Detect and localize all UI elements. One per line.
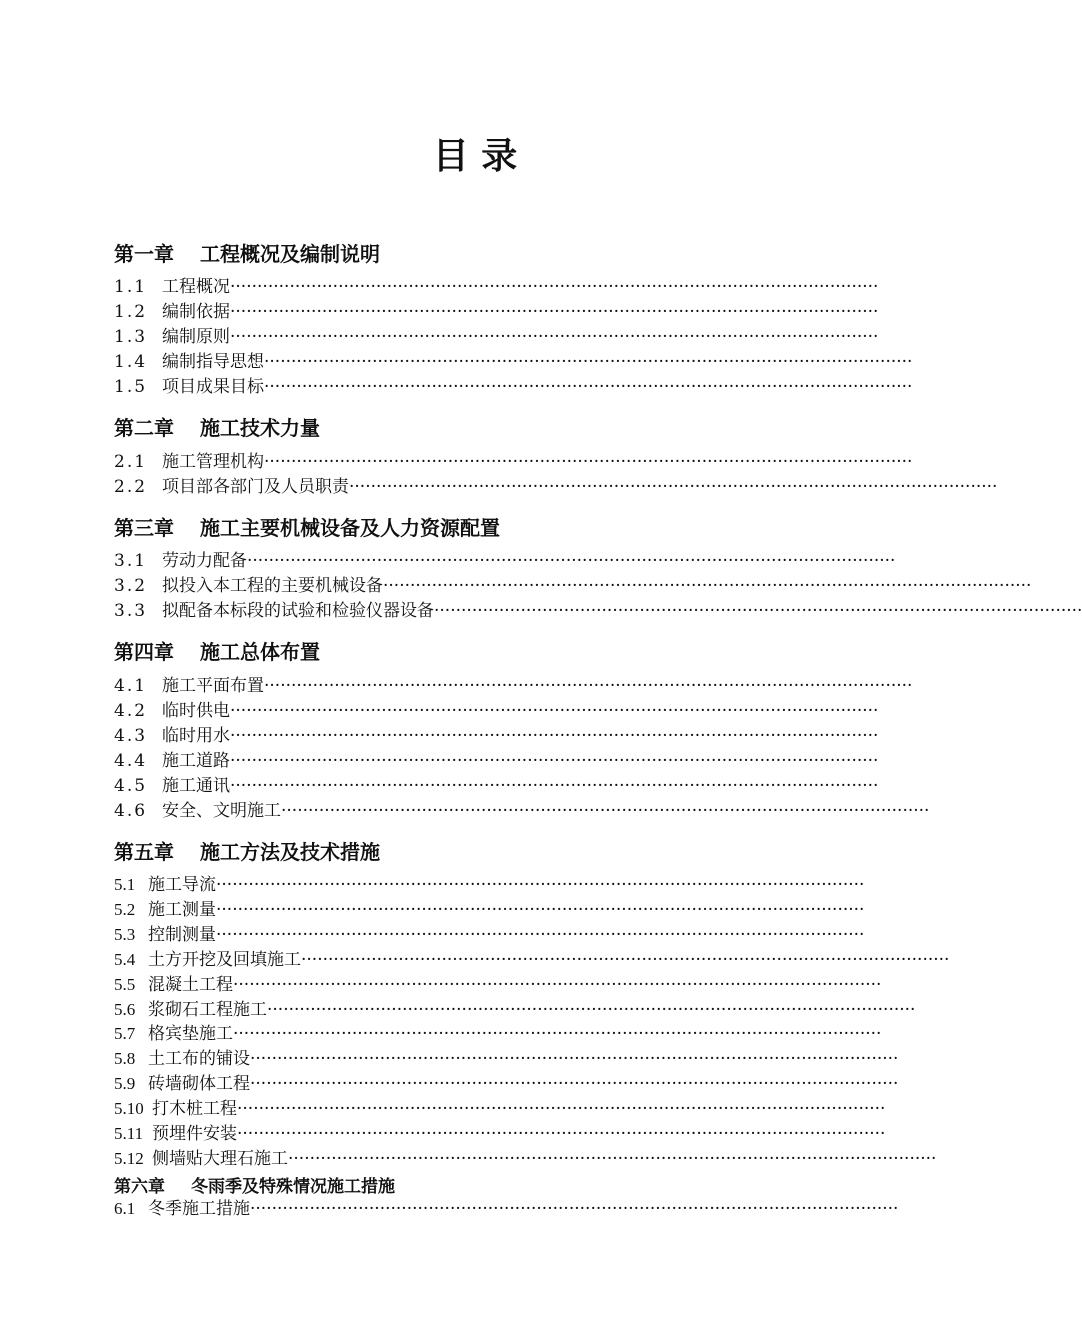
leader-dots: ························································································································ — [233, 974, 882, 995]
toc-entry[interactable] — [114, 675, 913, 697]
toc-entry[interactable] — [114, 999, 916, 1021]
toc-entry-number: 4.5 — [114, 775, 148, 796]
toc-entry-number: 1.3 — [114, 326, 148, 347]
leader-dots: ························································································································ — [250, 1049, 899, 1070]
toc-entry-number: 1.5 — [114, 376, 148, 397]
toc-entry-title: 拟投入本工程的主要机械设备 — [162, 575, 383, 596]
toc-entry[interactable] — [114, 1198, 899, 1220]
toc-entry-number: 5.11 — [114, 1124, 144, 1143]
toc-entry-number: 5.2 — [114, 899, 136, 919]
leader-dots: ························································································································ — [250, 1074, 899, 1095]
chapter-title: 施工方法及技术措施 — [200, 840, 380, 864]
toc-entry-title: 施工测量 — [148, 899, 216, 920]
toc-entry-title: 侧墙贴大理石施工 — [152, 1148, 288, 1169]
toc-entry-number: 5.12 — [114, 1148, 144, 1168]
toc-entry-number: 2.2 — [114, 476, 148, 497]
leader-dots: ························································································································ — [349, 476, 998, 497]
chapter-heading[interactable] — [114, 836, 380, 865]
toc-entry-number: 5.4 — [114, 949, 136, 969]
toc-entry-number: 1.1 — [114, 277, 148, 297]
chapter-number: 第三章 — [114, 516, 174, 540]
toc-entry-number: 5.5 — [114, 974, 136, 994]
chapter-heading[interactable] — [114, 238, 380, 267]
toc-entry-number: 4.3 — [114, 725, 148, 746]
toc-entry[interactable] — [114, 575, 1032, 597]
toc-entry-number: 5.3 — [114, 924, 136, 944]
toc-entry-title: 浆砌石工程施工 — [148, 999, 267, 1020]
toc-entry-title: 项目部各部门及人员职责 — [162, 476, 349, 497]
chapter-title: 工程概况及编制说明 — [200, 242, 380, 266]
chapter-title: 冬雨季及特殊情况施工措施 — [191, 1177, 395, 1197]
toc-entry-number: 5.1 — [114, 875, 136, 894]
leader-dots: ························································································································ — [237, 1099, 886, 1120]
toc-entry-title: 编制依据 — [162, 301, 230, 322]
toc-entry-title: 打木桩工程 — [152, 1099, 237, 1120]
toc-entry-number: 4.1 — [114, 676, 148, 696]
toc-entry-title: 安全、文明施工 — [162, 800, 281, 821]
toc-entry-number: 5.6 — [114, 999, 136, 1019]
toc-entry-title: 格宾垫施工 — [148, 1024, 233, 1045]
page-title: 目 录 — [432, 136, 518, 177]
leader-dots: ························································································································ — [250, 1199, 899, 1219]
chapter-heading[interactable] — [114, 512, 500, 541]
toc-entry-number: 3.2 — [114, 575, 148, 596]
toc-entry-title: 劳动力配备 — [162, 551, 247, 571]
leader-dots: ························································································································ — [230, 326, 879, 347]
toc-entry[interactable] — [114, 1073, 899, 1095]
toc-entry-number: 1.2 — [114, 301, 148, 322]
toc-entry-number: 1.4 — [114, 351, 148, 372]
toc-entry[interactable] — [114, 451, 913, 473]
leader-dots: ························································································································ — [264, 351, 913, 372]
chapter-heading[interactable] — [114, 412, 320, 441]
toc-entry-title: 施工道路 — [162, 750, 230, 771]
toc-entry-number: 2.1 — [114, 452, 148, 472]
chapter-number: 第五章 — [114, 840, 174, 864]
leader-dots: ························································································································ — [247, 551, 896, 571]
chapter-number: 第六章 — [114, 1177, 165, 1197]
toc-entry-title: 工程概况 — [162, 277, 230, 297]
chapter-heading[interactable] — [114, 1172, 395, 1197]
toc-entry-title: 土工布的铺设 — [148, 1049, 250, 1070]
toc-entry-title: 控制测量 — [148, 924, 216, 945]
toc-entry-number: 5.7 — [114, 1024, 136, 1044]
toc-entry[interactable] — [114, 874, 865, 896]
leader-dots: ························································································································ — [434, 600, 1082, 621]
toc-entry[interactable] — [114, 600, 1082, 622]
chapter-heading[interactable] — [114, 636, 320, 665]
toc-entry[interactable] — [114, 700, 879, 722]
toc-entry[interactable] — [114, 1023, 882, 1045]
chapter-title: 施工技术力量 — [200, 416, 320, 440]
toc-entry-title: 冬季施工措施 — [148, 1199, 250, 1219]
toc-entry-title: 拟配备本标段的试验和检验仪器设备 — [162, 600, 434, 621]
leader-dots: ························································································································ — [230, 775, 879, 796]
leader-dots: ························································································································ — [383, 575, 1032, 596]
leader-dots: ························································································································ — [264, 376, 913, 397]
leader-dots: ························································································································ — [216, 875, 865, 895]
toc-entry-title: 施工导流 — [148, 875, 216, 895]
toc-entry[interactable] — [114, 1048, 899, 1070]
toc-entry[interactable] — [114, 351, 913, 373]
toc-entry-title: 施工平面布置 — [162, 676, 264, 696]
toc-entry-number: 3.1 — [114, 551, 148, 571]
toc-entry-title: 项目成果目标 — [162, 376, 264, 397]
toc-entry[interactable] — [114, 725, 879, 747]
toc-entry[interactable] — [114, 800, 930, 822]
leader-dots: ························································································································ — [216, 924, 865, 945]
toc-entry[interactable] — [114, 376, 913, 398]
toc-entry-title: 砖墙砌体工程 — [148, 1074, 250, 1095]
leader-dots: ························································································································ — [264, 452, 913, 472]
toc-entry[interactable] — [114, 301, 879, 323]
toc-entry-title: 临时供电 — [162, 700, 230, 721]
toc-entry-title: 编制指导思想 — [162, 351, 264, 372]
toc-entry[interactable] — [114, 476, 998, 498]
toc-entry-title: 临时用水 — [162, 725, 230, 746]
leader-dots: ························································································································ — [281, 800, 930, 821]
leader-dots: ························································································································ — [233, 1024, 882, 1045]
toc-entry[interactable] — [114, 326, 879, 348]
toc-entry-number: 6.1 — [114, 1199, 136, 1218]
toc-entry-number: 5.9 — [114, 1074, 136, 1094]
toc-entry[interactable] — [114, 775, 879, 797]
toc-entry-title: 混凝土工程 — [148, 974, 233, 995]
toc-entry-number: 4.2 — [114, 700, 148, 721]
leader-dots: ························································································································ — [264, 676, 913, 696]
toc-entry-number: 3.3 — [114, 600, 148, 621]
toc-entry[interactable] — [114, 1123, 886, 1145]
toc-entry[interactable] — [114, 1148, 937, 1170]
toc-entry-title: 施工通讯 — [162, 775, 230, 796]
leader-dots: ························································································································ — [230, 301, 879, 322]
leader-dots: ························································································································ — [230, 277, 879, 297]
leader-dots: ························································································································ — [267, 999, 916, 1020]
leader-dots: ························································································································ — [237, 1124, 886, 1144]
chapter-number: 第四章 — [114, 640, 174, 664]
chapter-number: 第二章 — [114, 416, 174, 440]
chapter-number: 第一章 — [114, 242, 174, 266]
toc-entry[interactable] — [114, 750, 879, 772]
leader-dots: ························································································································ — [230, 700, 879, 721]
toc-entry[interactable] — [114, 550, 896, 572]
toc-entry[interactable] — [114, 974, 882, 996]
toc-entry[interactable] — [114, 924, 865, 946]
leader-dots: ························································································································ — [301, 949, 950, 970]
toc-entry[interactable] — [114, 1098, 886, 1120]
toc-entry-title: 土方开挖及回填施工 — [148, 949, 301, 970]
toc-entry-title: 预埋件安装 — [152, 1124, 237, 1144]
toc-entry[interactable] — [114, 949, 950, 971]
leader-dots: ························································································································ — [230, 750, 879, 771]
toc-entry-number: 5.8 — [114, 1049, 136, 1069]
toc-entry[interactable] — [114, 276, 879, 298]
toc-entry-number: 4.6 — [114, 800, 148, 821]
toc-entry-number: 4.4 — [114, 750, 148, 771]
leader-dots: ························································································································ — [288, 1148, 937, 1169]
leader-dots: ························································································································ — [230, 725, 879, 746]
toc-entry-number: 5.10 — [114, 1099, 144, 1119]
leader-dots: ························································································································ — [216, 899, 865, 920]
chapter-title: 施工主要机械设备及人力资源配置 — [200, 516, 500, 540]
toc-entry-title: 编制原则 — [162, 326, 230, 347]
chapter-title: 施工总体布置 — [200, 640, 320, 664]
toc-entry[interactable] — [114, 899, 865, 921]
toc-entry-title: 施工管理机构 — [162, 452, 264, 472]
